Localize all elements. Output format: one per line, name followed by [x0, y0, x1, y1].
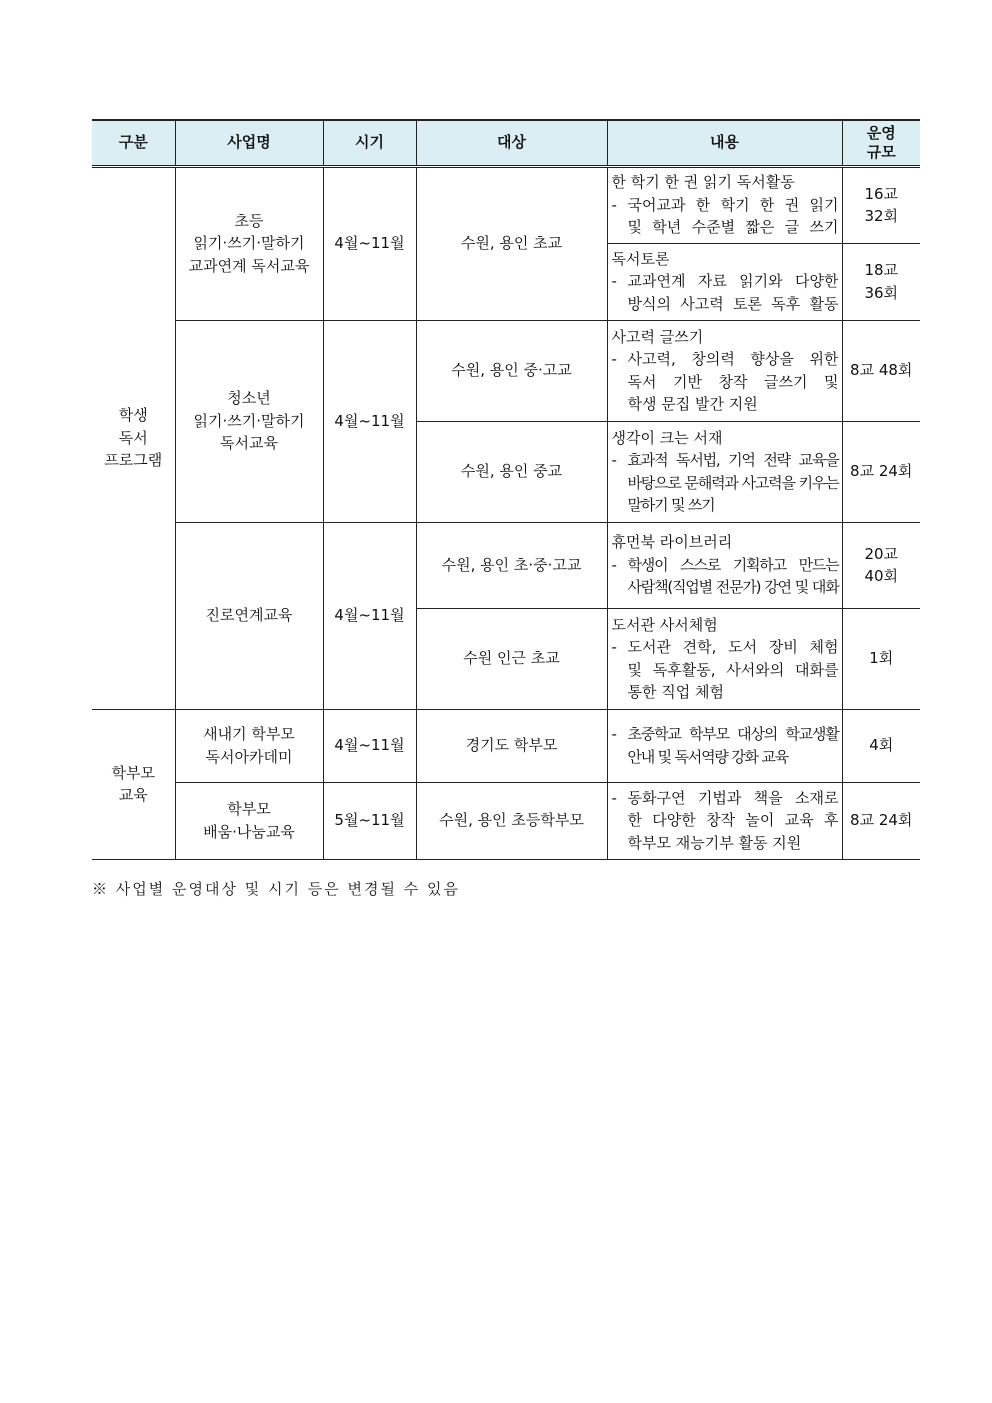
- program-name-youth: 청소년 읽기·쓰기·말하기 독서교육: [175, 320, 323, 522]
- target-cell: 수원, 용인 초교: [416, 166, 607, 320]
- footnote: ※ 사업별 운영대상 및 시기 등은 변경될 수 있음: [92, 880, 460, 898]
- content-detail: 국어교과 한 학기 한 권 읽기: [627, 195, 839, 214]
- content-title: 사고력 글쓰기: [611, 327, 704, 346]
- program-name-career: 진로연계교육: [175, 522, 323, 709]
- content-cell: 생각이 크는 서재 - 효과적 독서법, 기억 전략 교육을 바탕으로 문해력과 사고력을 키우는 말하기 및 쓰기: [607, 421, 842, 522]
- content-cell: 도서관 사서체험 - 도서관 견학, 도서 장비 체험 및 독후활동, 사서와의 대화를 통한 직업 체험: [607, 608, 842, 709]
- content-detail: 초중학교 학부모 대상의 학교생활: [627, 725, 839, 743]
- content-detail: 말하기 및 쓰기: [627, 496, 715, 514]
- header-scale-line1: 운영: [866, 124, 896, 142]
- content-detail: 통한 직업 체험: [627, 683, 724, 701]
- table-row: [92, 782, 920, 859]
- content-detail: 학부모 재능기부 활동 지원: [627, 833, 802, 852]
- program-name-cell: 새내기 학부모 독서아카데미: [175, 709, 323, 782]
- header-scale: [842, 120, 920, 166]
- content-detail: 및 독후활동, 사서와의 대화를: [627, 660, 839, 679]
- target-cell: 수원, 용인 중교: [416, 421, 607, 522]
- content-detail: 학생 문집 발간 지원: [627, 395, 758, 413]
- program-name-cell: 학부모 배움·나눔교육: [175, 782, 323, 859]
- target-cell: 수원, 용인 중·고교: [416, 320, 607, 421]
- header-row: [92, 120, 920, 166]
- scale-cell: 8교 48회: [842, 320, 920, 421]
- category-parent: 학부모 교육: [92, 709, 175, 859]
- content-title: 한 학기 한 권 읽기 독서활동: [611, 173, 795, 192]
- target-cell: 경기도 학부모: [416, 709, 607, 782]
- scale-cell: 1회: [842, 608, 920, 709]
- period-cell: 5월~11월: [323, 782, 416, 859]
- content-title: 독서토론: [611, 249, 670, 268]
- scale-cell: 4회: [842, 709, 920, 782]
- header-category: 구분: [92, 120, 175, 166]
- content-detail: 및 학년 수준별 짧은 글 쓰기: [627, 218, 839, 237]
- content-detail: 사람책(직업별 전문가) 강연 및 대화: [627, 578, 839, 597]
- header-content: 내용: [607, 120, 842, 166]
- content-cell: - 동화구연 기법과 책을 소재로 한 다양한 창작 놀이 교육 후 학부모 재능기부 활동 지원: [607, 782, 842, 859]
- period-cell: 4월~11월: [323, 320, 416, 522]
- content-detail: 바탕으로 문해력과 사고력을 키우는: [627, 473, 839, 492]
- content-detail: 학생이 스스로 기획하고 만드는: [627, 555, 839, 574]
- program-name-elementary: 초등 읽기·쓰기·말하기 교과연계 독서교육: [175, 166, 323, 320]
- content-detail: 독서 기반 창작 글쓰기 및: [627, 372, 839, 391]
- header-scale-line2: 규모: [866, 142, 896, 161]
- scale-cell: 16교 32회: [842, 166, 920, 243]
- header-program: 사업명: [175, 120, 323, 166]
- period-cell: 4월~11월: [323, 166, 416, 320]
- content-detail: 한 다양한 창작 놀이 교육 후: [627, 811, 839, 830]
- scale-cell: 8교 24회: [842, 782, 920, 859]
- content-cell: - 초중학교 학부모 대상의 학교생활 안내 및 독서역량 강화 교육: [607, 709, 842, 782]
- table-row: [92, 166, 920, 243]
- content-detail: 안내 및 독서역량 강화 교육: [627, 747, 788, 766]
- content-title: 도서관 사서체험: [611, 615, 718, 634]
- period-cell: 4월~11월: [323, 709, 416, 782]
- content-detail: 도서관 견학, 도서 장비 체험: [627, 638, 839, 656]
- table-row: [92, 320, 920, 421]
- content-cell: 한 학기 한 권 읽기 독서활동 - 국어교과 한 학기 한 권 읽기 및 학년 수준별 짧은 글 쓰기: [607, 166, 842, 243]
- program-table: [92, 119, 920, 860]
- content-detail: 사고력, 창의력 향상을 위한: [627, 350, 839, 368]
- table-row: [92, 522, 920, 608]
- table-row: [92, 709, 920, 782]
- content-title: 휴먼북 라이브러리: [611, 533, 733, 552]
- content-detail: 교과연계 자료 읽기와 다양한: [627, 272, 839, 291]
- header-target: 대상: [416, 120, 607, 166]
- content-cell: 휴먼북 라이브러리 - 학생이 스스로 기획하고 만드는 사람책(직업별 전문가) 강연 및 대화: [607, 522, 842, 608]
- content-detail: 효과적 독서법, 기억 전략 교육을: [627, 451, 839, 469]
- content-cell: 사고력 글쓰기 - 사고력, 창의력 향상을 위한 독서 기반 창작 글쓰기 및 학생 문집 발간 지원: [607, 320, 842, 421]
- target-cell: 수원, 용인 초등학부모: [416, 782, 607, 859]
- category-student: 학생 독서 프로그램: [92, 166, 175, 709]
- scale-cell: 8교 24회: [842, 421, 920, 522]
- period-cell: 4월~11월: [323, 522, 416, 709]
- content-cell: 독서토론 - 교과연계 자료 읽기와 다양한 방식의 사고력 토론 독후 활동: [607, 243, 842, 320]
- target-cell: 수원, 용인 초·중·고교: [416, 522, 607, 608]
- scale-cell: 18교 36회: [842, 243, 920, 320]
- header-period: 시기: [323, 120, 416, 166]
- content-detail: 동화구연 기법과 책을 소재로: [627, 788, 839, 807]
- target-cell: 수원 인근 초교: [416, 608, 607, 709]
- scale-cell: 20교 40회: [842, 522, 920, 608]
- content-detail: 방식의 사고력 토론 독후 활동: [627, 294, 839, 313]
- content-title: 생각이 크는 서재: [611, 428, 723, 447]
